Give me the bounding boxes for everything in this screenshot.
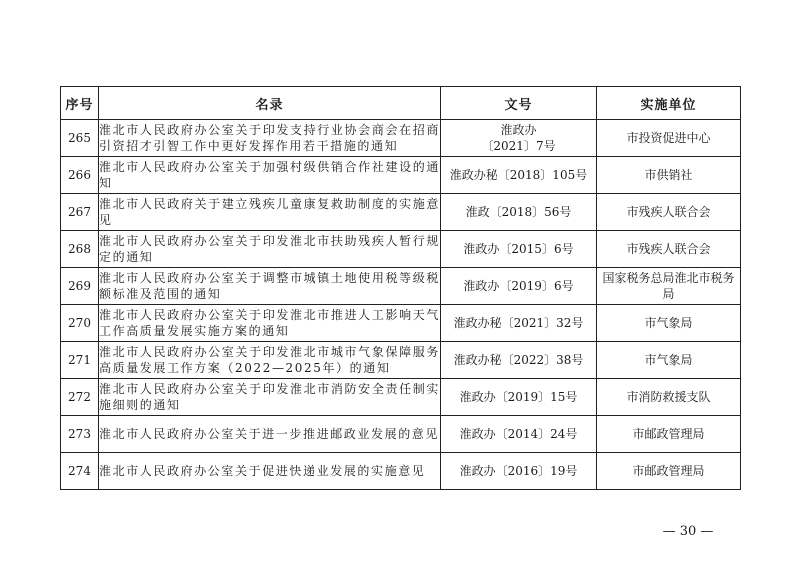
table-row: [61, 120, 741, 157]
row-title: 淮北市人民政府办公室关于印发淮北市扶助残疾人暂行规定的通知: [99, 231, 441, 268]
row-unit: 市消防救援支队: [597, 379, 741, 416]
row-title: 淮北市人民政府办公室关于印发淮北市消防安全责任制实施细则的通知: [99, 379, 441, 416]
row-unit: 市残疾人联合会: [597, 194, 741, 231]
page-number: — 30 —: [662, 524, 714, 539]
row-doc-number: [441, 120, 597, 157]
row-number: 272: [61, 379, 99, 416]
row-number: 273: [61, 416, 99, 453]
table-body: [61, 120, 741, 490]
row-unit: 市投资促进中心: [597, 120, 741, 157]
row-doc-number: 淮政办秘〔2021〕32号: [441, 305, 597, 342]
table-row: [61, 305, 741, 342]
row-title: 淮北市人民政府办公室关于印发支持行业协会商会在招商引资招才引智工作中更好发挥作用若干措施的通知: [99, 120, 441, 157]
row-doc-number: 淮政办秘〔2018〕105号: [441, 157, 597, 194]
row-unit: 市气象局: [597, 305, 741, 342]
row-number: 270: [61, 305, 99, 342]
table-row: [61, 453, 741, 490]
catalog-table: [60, 86, 741, 490]
header-title: 名录: [99, 87, 441, 120]
table-header-row: [61, 87, 741, 120]
row-unit: 市气象局: [597, 342, 741, 379]
row-title: 淮北市人民政府办公室关于进一步推进邮政业发展的意见: [99, 416, 441, 453]
table-row: [61, 342, 741, 379]
row-title: 淮北市人民政府办公室关于调整市城镇土地使用税等级税额标准及范围的通知: [99, 268, 441, 305]
row-number: 266: [61, 157, 99, 194]
row-doc-number: 淮政办秘〔2022〕38号: [441, 342, 597, 379]
row-title: 淮北市人民政府办公室关于促进快递业发展的实施意见: [99, 453, 441, 490]
row-doc-number-line: 〔2021〕7号: [481, 139, 556, 153]
row-doc-number-line: 淮政办: [500, 123, 537, 137]
row-number: 274: [61, 453, 99, 490]
row-number: 268: [61, 231, 99, 268]
header-number: 序号: [61, 87, 99, 120]
row-number: 265: [61, 120, 99, 157]
row-number: 271: [61, 342, 99, 379]
row-number: 269: [61, 268, 99, 305]
row-title: 淮北市人民政府办公室关于印发淮北市城市气象保障服务高质量发展工作方案（2022—2025年）的通知: [99, 342, 441, 379]
table-row: [61, 194, 741, 231]
row-unit: 国家税务总局淮北市税务局: [597, 268, 741, 305]
row-doc-number: 淮政〔2018〕56号: [441, 194, 597, 231]
row-number: 267: [61, 194, 99, 231]
table-row: [61, 379, 741, 416]
header-doc-number: 文号: [441, 87, 597, 120]
row-title: 淮北市人民政府办公室关于加强村级供销合作社建设的通知: [99, 157, 441, 194]
row-doc-number: 淮政办〔2015〕6号: [441, 231, 597, 268]
row-title: 淮北市人民政府关于建立残疾儿童康复救助制度的实施意见: [99, 194, 441, 231]
header-unit: 实施单位: [597, 87, 741, 120]
table-row: [61, 416, 741, 453]
row-unit: 市残疾人联合会: [597, 231, 741, 268]
row-title: 淮北市人民政府办公室关于印发淮北市推进人工影响天气工作高质量发展实施方案的通知: [99, 305, 441, 342]
row-doc-number: 淮政办〔2019〕6号: [441, 268, 597, 305]
row-doc-number: 淮政办〔2019〕15号: [441, 379, 597, 416]
row-doc-number: 淮政办〔2014〕24号: [441, 416, 597, 453]
row-unit: 市邮政管理局: [597, 416, 741, 453]
row-unit: 市供销社: [597, 157, 741, 194]
table-row: [61, 231, 741, 268]
row-unit: 市邮政管理局: [597, 453, 741, 490]
row-doc-number: 淮政办〔2016〕19号: [441, 453, 597, 490]
table-row: [61, 157, 741, 194]
table-row: [61, 268, 741, 305]
